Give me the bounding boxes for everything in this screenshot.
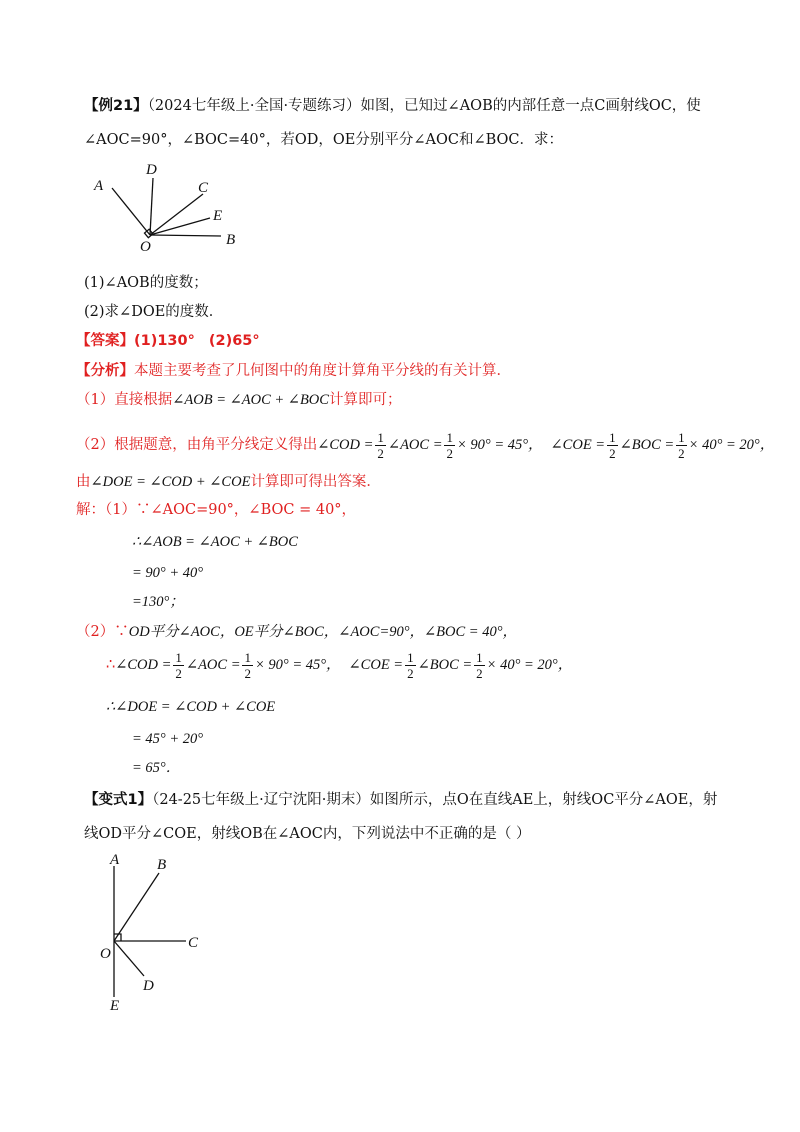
solution-line-6 (106, 648, 572, 682)
question-1: (1)∠AOB的度数； (84, 275, 208, 291)
analysis-1-post: 计算即可； (328, 392, 402, 408)
label-d: D (143, 978, 154, 994)
ray-ob (114, 873, 159, 941)
label-o: O (140, 239, 151, 255)
solution-line-5 (76, 622, 517, 642)
label-b: B (157, 857, 167, 873)
solution-4: =130°； (132, 594, 184, 610)
answer-2: (2)65° (208, 333, 260, 349)
fraction-half (405, 650, 416, 681)
frac-den: 2 (175, 665, 182, 681)
example-21-figure (84, 152, 264, 257)
fraction-half (444, 430, 455, 461)
label-o: O (100, 946, 111, 962)
analysis-step-1 (76, 390, 401, 410)
analysis-1-expr: ∠AOB = ∠AOC + ∠BOC (172, 392, 329, 408)
analysis-label: 【分析】 (76, 363, 134, 379)
analysis-3-expr: ∠DOE = ∠COD + ∠COE (90, 474, 251, 490)
solution-3: = 90° + 40° (132, 565, 204, 581)
ray-od (150, 178, 153, 235)
variant-1-figure (96, 852, 216, 1017)
fraction-half (173, 650, 184, 681)
label-e: E (110, 998, 120, 1014)
ray-od (114, 941, 144, 976)
answer-line (76, 331, 260, 351)
solution-label: 解： (76, 502, 105, 518)
frac-num: 1 (609, 429, 616, 445)
solution-9: = 65°． (132, 760, 181, 776)
label-c: C (198, 180, 209, 196)
frac-den: 2 (446, 445, 453, 461)
frac-num: 1 (407, 649, 414, 665)
ray-ob (150, 235, 221, 236)
label-a: A (94, 178, 104, 194)
frac-den: 2 (407, 665, 414, 681)
analysis-text: 本题主要考查了几何图中的角度计算角平分线的有关计算． (134, 363, 511, 379)
fraction-half (676, 430, 687, 461)
coe-eq: ∠COE = (550, 437, 606, 453)
analysis-line (76, 361, 511, 381)
analysis-step-3 (76, 472, 381, 492)
answer-label: 【答案】 (76, 333, 134, 349)
solution-6-pre: ∴ (106, 657, 116, 673)
times-40: × 40° = 20°， (486, 657, 573, 673)
analysis-1-pre: （1）直接根据 (76, 392, 173, 408)
solution-line-1 (76, 500, 356, 520)
solution-5-pre: （2）∵ (76, 624, 129, 640)
times-40: × 40° = 20°， (688, 437, 775, 453)
ray-oa (112, 188, 150, 235)
label-a: A (110, 852, 120, 868)
example-21-stem-2: ∠AOC=90°，∠BOC=40°，若OD，OE分别平分∠AOC和∠BOC．求： (84, 132, 564, 148)
analysis-3-post: 计算即可得出答案． (250, 474, 381, 490)
frac-num: 1 (377, 429, 384, 445)
variant-1-tag: 【变式1】 (84, 792, 153, 808)
variant-1-line-1 (84, 790, 717, 810)
frac-num: 1 (175, 649, 182, 665)
ray-oc (150, 194, 203, 235)
frac-den: 2 (476, 665, 483, 681)
answer-1: (1)130° (134, 333, 195, 349)
frac-den: 2 (678, 445, 685, 461)
label-b: B (226, 232, 236, 248)
boc-eq: ∠BOC = (619, 437, 675, 453)
fraction-half (375, 430, 386, 461)
question-2: (2)求∠DOE的度数． (84, 304, 224, 320)
times-90: × 90° = 45°， (254, 657, 341, 673)
boc-eq: ∠BOC = (417, 657, 473, 673)
example-21-line-1 (84, 96, 701, 116)
frac-den: 2 (244, 665, 251, 681)
frac-num: 1 (446, 429, 453, 445)
cod-eq: ∠COD = (317, 437, 374, 453)
variant-1-stem-2: 线OD平分∠COE，射线OB在∠AOC内，下列说法中不正确的是（ ） (84, 826, 531, 842)
solution-1: （1）∵∠AOC=90°，∠BOC = 40°， (105, 502, 357, 518)
analysis-step-2 (76, 428, 774, 462)
frac-num: 1 (244, 649, 251, 665)
solution-2: ∴∠AOB = ∠AOC + ∠BOC (132, 534, 298, 550)
example-21-tag: 【例21】 (84, 98, 148, 114)
frac-num: 1 (476, 649, 483, 665)
aoc-eq: ∠AOC = (185, 657, 241, 673)
analysis-3-pre: 由 (76, 474, 91, 490)
frac-den: 2 (377, 445, 384, 461)
times-90: × 90° = 45°， (456, 437, 543, 453)
solution-7: ∴∠DOE = ∠COD + ∠COE (106, 699, 276, 715)
frac-num: 1 (678, 429, 685, 445)
solution-5-body: OD平分∠AOC，OE平分∠BOC，∠AOC=90°，∠BOC = 40°， (128, 624, 518, 640)
fraction-half (474, 650, 485, 681)
analysis-2-pre: （2）根据题意，由角平分线定义得出 (76, 437, 318, 453)
coe-eq: ∠COE = (348, 657, 404, 673)
label-e: E (213, 208, 223, 224)
aoc-eq: ∠AOC = (387, 437, 443, 453)
fraction-half (242, 650, 253, 681)
variant-1-stem-1: （24-25七年级上·辽宁沈阳·期末）如图所示，点O在直线AE上，射线OC平分∠AOE，射 (152, 792, 718, 808)
fraction-half (607, 430, 618, 461)
label-d: D (146, 162, 157, 178)
cod-eq: ∠COD = (115, 657, 172, 673)
solution-8: = 45° + 20° (132, 731, 204, 747)
label-c: C (188, 935, 199, 951)
example-21-stem-1: （2024七年级上·全国·专题练习）如图，已知过∠AOB的内部任意一点C画射线OC，使 (147, 98, 701, 114)
frac-den: 2 (609, 445, 616, 461)
ray-oe (150, 218, 210, 235)
